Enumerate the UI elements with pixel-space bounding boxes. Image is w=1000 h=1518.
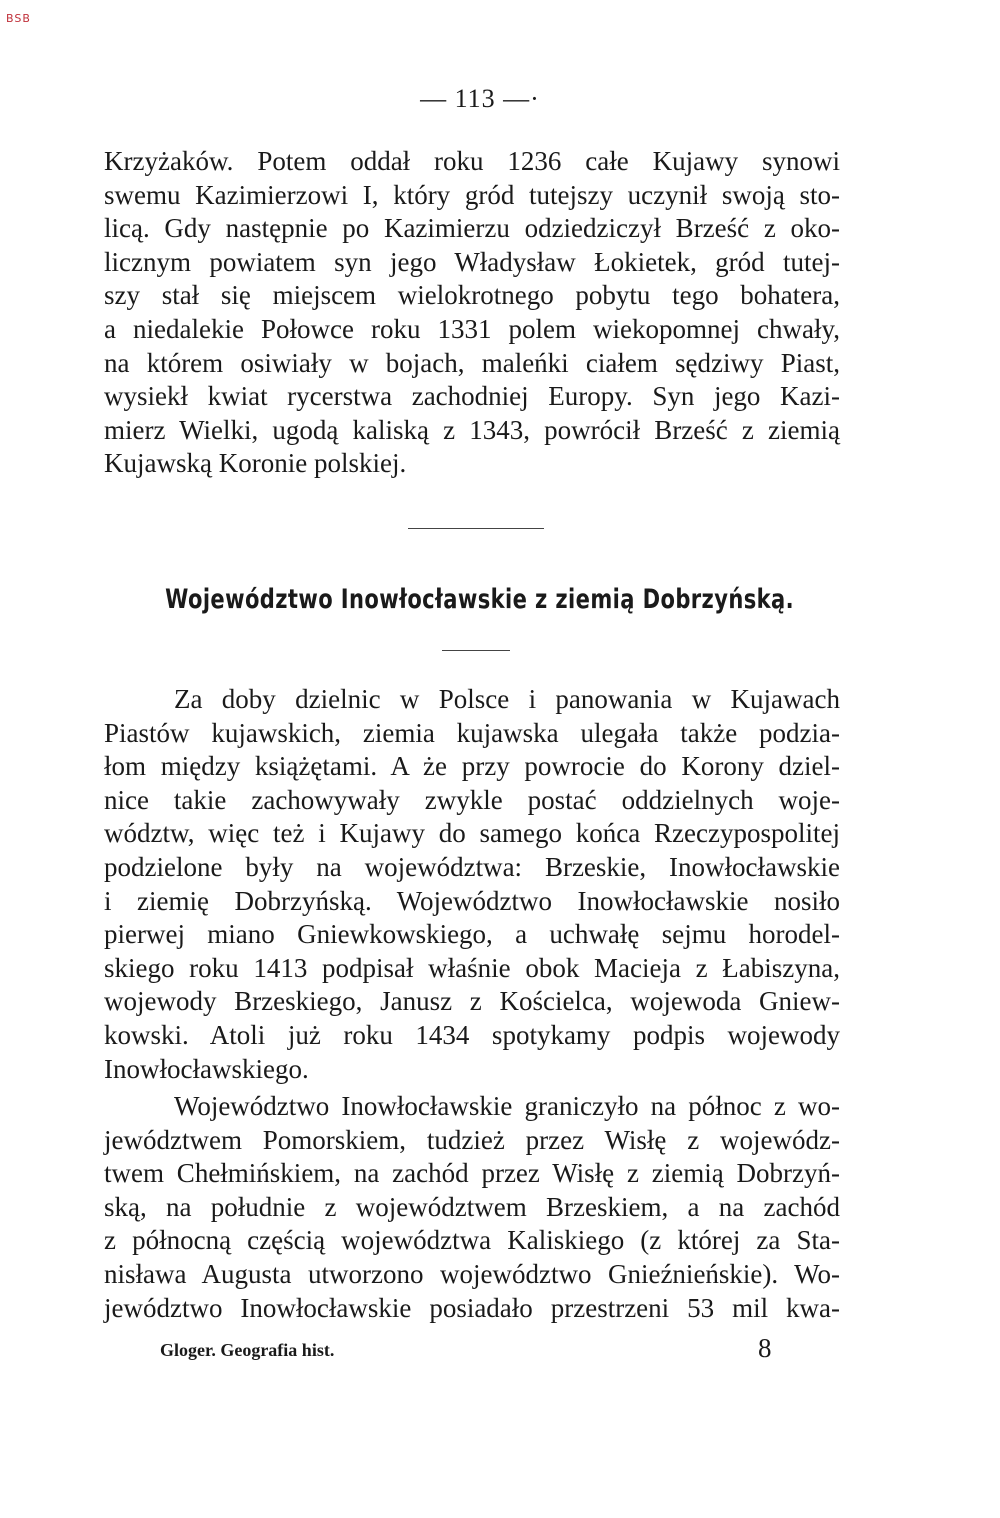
text-line: swemu Kazimierzowi I, który gród tutejszy uczynił swoją sto-	[104, 179, 840, 210]
text-line: nice takie zachowywały zwykle postać oddzielnych woje-	[104, 784, 840, 815]
text-line: skiego roku 1413 podpisał właśnie obok Macieja z Łabiszyna,	[104, 952, 840, 983]
text-line: licą. Gdy następnie po Kazimierzu odziedziczył Brześć z oko-	[104, 213, 840, 244]
text-line: i ziemię Dobrzyńską. Województwo Inowłocławskie nosiło	[104, 885, 840, 916]
text-line: nisława Augusta utworzono województwo Gnieźnieńskie). Wo-	[104, 1258, 840, 1289]
section-divider	[408, 528, 544, 529]
text-line: Krzyżaków. Potem oddał roku 1236 całe Kujawy synowi	[104, 146, 840, 176]
text-line: szy stał się miejscem wielokrotnego pobytu tego bohatera,	[104, 280, 840, 311]
text-line: Za doby dzielnic w Polsce i panowania w Kujawach	[174, 684, 840, 714]
paragraph-2	[104, 683, 840, 1086]
text-line: kowski. Atoli już roku 1434 spotykamy podpis wojewody	[104, 1019, 840, 1050]
text-line: mierz Wielki, ugodą kaliską z 1343, powrócił Brześć z ziemią	[104, 414, 840, 445]
heading-underline	[442, 650, 510, 651]
text-line: ską, na południe z województwem Brzeskiem, a na zachód	[104, 1191, 840, 1222]
text-line: twem Chełmińskiem, na zachód przez Wisłę z ziemią Dobrzyń-	[104, 1158, 840, 1189]
text-line: wojewody Brzeskiego, Janusz z Kościelca, wojewoda Gniew-	[104, 986, 840, 1017]
text-line: z północną częścią województwa Kaliskiego (z której za Sta-	[104, 1225, 840, 1256]
text-line: Województwo Inowłocławskie graniczyło na północ z wo-	[174, 1091, 840, 1121]
text-line: podzielone były na województwa: Brzeskie, Inowłocławskie	[104, 851, 840, 882]
text-line: Inowłocławskiego.	[104, 1053, 309, 1084]
library-stamp: BSB	[6, 12, 31, 25]
paragraph-1	[104, 145, 840, 481]
text-line: Piastów kujawskich, ziemia kujawska ulegała także podzia-	[104, 717, 840, 748]
footer-sheet-number: 8	[758, 1333, 772, 1363]
text-line: jewództwo Inowłocławskie posiadało przestrzeni 53 mil kwa-	[104, 1292, 840, 1323]
section-heading: Województwo Inowłocławskie z ziemią Dobrzyńską.	[165, 584, 795, 615]
text-line: wództw, więc też i Kujawy do samego końca Rzeczypospolitej	[104, 818, 840, 849]
text-line: na którem osiwiały w bojach, maleńki ciałem sędziwy Piast,	[104, 347, 840, 378]
text-line: pierwej miano Gniewkowskiego, a uchwałę sejmu horodel-	[104, 919, 840, 950]
text-line: Kujawską Koronie polskiej.	[104, 448, 407, 479]
text-line: jewództwem Pomorskiem, tudzież przez Wisłę z wojewódz-	[104, 1124, 840, 1155]
text-line: łom między książętami. A że przy powrocie do Korony dziel-	[104, 751, 840, 782]
text-line: a niedalekie Połowce roku 1331 polem wiekopomnej chwały,	[104, 313, 840, 344]
text-line: wysiekł kwiat rycerstwa zachodniej Europy. Syn jego Kazi-	[104, 381, 840, 412]
footer-signature: Gloger. Geografia hist.	[160, 1340, 335, 1360]
paragraph-3	[104, 1090, 840, 1325]
page-number: — 113 —·	[420, 84, 540, 113]
text-line: licznym powiatem syn jego Władysław Łokietek, gród tutej-	[104, 246, 840, 277]
